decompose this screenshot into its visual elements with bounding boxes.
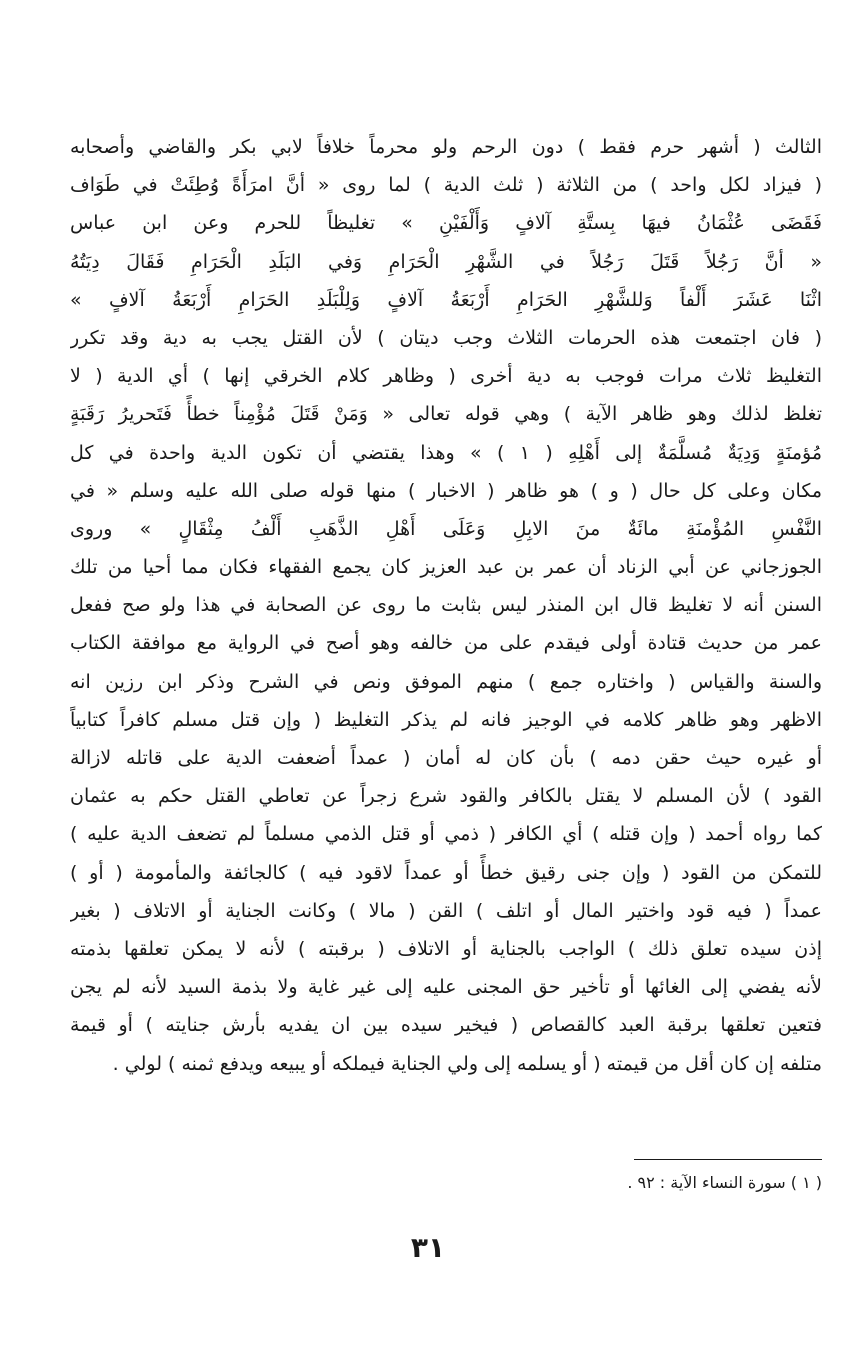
text-line-2: ( فيزاد لكل واحد ) من الثلاثة ( ثلث الدية ) لما روى « أنَّ امرَأَةً وُطِئَتْ في طَوَاف xyxy=(70,174,822,197)
text-line-10: مكان وعلى كل حال ( و ) هو ظاهر ( الاخبار ) منها قوله صلى الله عليه وسلم « في xyxy=(70,479,822,502)
text-line-16: الاظهر وهو ظاهر كلامه في الوجيز فانه لم يذكر التغليظ ( وإن قتل مسلم كافراً كتابياً xyxy=(70,708,822,731)
text-line-24: فتعين تعلقها برقبة العبد كالقصاص ( فيخير سيده بين ان يفديه بأرش جنايته ) أو قيمة xyxy=(70,1014,822,1037)
page-number: ٣١ xyxy=(410,1231,446,1264)
body-text xyxy=(70,128,822,1083)
footnote: ( ١ ) سورة النساء الآية : ٩٢ . xyxy=(627,1173,822,1192)
text-line-25: متلفه إن كان أقل من قيمته ( أو يسلمه إلى ولي الجناية فيملكه أو يبيعه ويدفع ثمنه ) لولي . xyxy=(112,1052,822,1075)
text-line-23: لأنه يفضي إلى الغائها أو تأخير حق المجنى عليه إلى غير غاية ولا بذمة السيد لأنه لم يجن xyxy=(70,976,822,999)
text-line-1: الثالث ( أشهر حرم فقط ) دون الرحم ولو محرماً خلافاً لابي بكر والقاضي وأصحابه xyxy=(70,136,822,158)
text-line-4: « أنَّ رَجُلاً قَتَلَ رَجُلاً في الشَّهْرِ الْحَرَامِ وَفي البَلَدِ الْحَرَامِ فَقَالَ دِيَتُهُ xyxy=(70,250,822,273)
text-line-12: الجوزجاني عن أبي الزناد أن عمر بن عبد العزيز كان يجمع الفقهاء فكان مما أحيا من تلك xyxy=(70,556,822,579)
text-line-21: عمداً ( فيه قود واختير المال أو اتلف ) القن ( مالا ) وكانت الجناية أو الاتلاف ( بغير xyxy=(70,899,822,922)
text-line-17: أو غيره حيث حقن دمه ) بأن كان له أمان ( عمداً أضعفت الدية على قاتله لازالة xyxy=(70,747,822,769)
footnote-divider xyxy=(634,1159,822,1160)
text-line-15: والسنة والقياس ( واختاره جمع ) منهم الموفق ونص في الشرح وذكر ابن رزين انه xyxy=(70,670,822,693)
text-line-19: كما رواه أحمد ( وإن قتله ) أي الكافر ( ذمي أو قتل الذمي مسلماً لم تضعف الدية عليه ) xyxy=(70,823,822,846)
text-line-18: القود ) لأن المسلم لا يقتل بالكافر والقود شرع زجراً عن تعاطي القتل حكم به عثمان xyxy=(70,785,822,808)
text-line-5: اثْنَا عَشَرَ أَلْفاً وَللشَّهْرِ الحَرَامِ أَرْبَعَةُ آلافٍ وَلِلْبَلَدِ الحَرَامِ أَرْبَعَةُ آلافٍ » xyxy=(70,288,822,311)
text-line-9: مُؤمنَةٍ وَدِيَةٌ مُسلَّمَةٌ إلى أَهْلِهِ ( ١ ) » وهذا يقتضي أن تكون الدية واحدة في كل xyxy=(70,441,822,464)
text-line-14: عمر من حديث قتادة أولى فيقدم على من خالفه وهو أصح في الرواية مع موافقة الكتاب xyxy=(70,632,822,655)
text-line-6: ( فان اجتمعت هذه الحرمات الثلاث وجب ديتان ) لأن القتل يجب به دية وقد تكرر xyxy=(70,326,822,349)
text-line-8: تغلظ لذلك وهو ظاهر الآية ) وهي قوله تعالى « وَمَنْ قَتَلَ مُؤْمِناً خطأً فَتَحريرُ رَقَبَةٍ xyxy=(70,403,822,426)
text-line-13: السنن أنه لا تغليظ قال ابن المنذر ليس بثابت ما روى عن الصحابة في هذا ولو صح ففعل xyxy=(70,594,822,617)
text-line-11: النَّفْسِ المُؤْمنَةِ مائَةٌ منَ الابِلِ وَعَلَى أَهْلِ الذَّهَبِ أَلْفُ مِثْقَالٍ » وروى xyxy=(70,517,822,540)
text-line-20: للتمكن من القود ( وإن جنى رقيق خطأً أو عمداً لاقود فيه ) كالجائفة والمأمومة ( أو ) xyxy=(70,861,822,884)
text-line-22: إذن سيده تعلق ذلك ) الواجب بالجناية أو الاتلاف ( برقبته ) لأنه لا يمكن تعلقها بذمته xyxy=(70,937,822,960)
text-line-3: فَقَضَى عُثْمَانُ فيهَا بِستَّةِ آلافٍ وَأَلْفَيْنِ » تغليظاً للحرم وعن ابن عباس xyxy=(70,212,822,235)
text-line-7: التغليظ ثلاث مرات فوجب به دية أخرى ( وظاهر كلام الخرقي إنها ) أي الدية ( لا xyxy=(70,365,822,388)
